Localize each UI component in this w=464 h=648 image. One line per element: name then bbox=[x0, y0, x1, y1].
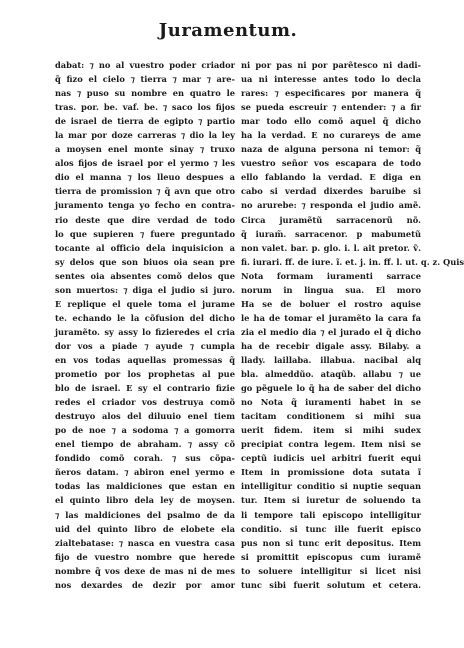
text-line: fondido comõ corah. ⁊ sus cõpa- bbox=[55, 453, 235, 464]
text-line: nas ⁊ puso su nombre en quatro le bbox=[55, 88, 235, 99]
text-line: sy delos que son biuos oia sean pre bbox=[55, 256, 235, 267]
text-line: ua ni interesse antes todo lo decla bbox=[241, 74, 421, 85]
text-line: lo que supieren ⁊ fuere preguntado bbox=[55, 228, 235, 239]
text-line: te. echando le la cõfusion del dicho bbox=[55, 312, 235, 323]
text-line: go pẽguele lo q̃ ha de saber del dicho bbox=[241, 383, 421, 394]
text-line: E replique el quele toma el jurame bbox=[55, 298, 235, 309]
text-line: to soluere intelligitur si licet nisi bbox=[241, 565, 421, 576]
text-line: a moysen enel monte sinay ⁊ truxo bbox=[55, 144, 235, 155]
text-line: en vos todas aquellas promessas q̃ bbox=[55, 354, 235, 365]
text-line: le ha de tomar el juramẽto la cara fa bbox=[241, 312, 421, 323]
text-line: todas las maldiciones que estan en bbox=[55, 481, 235, 492]
text-line: uerit fidem. item si mihi sudex bbox=[241, 425, 421, 436]
text-line: mar todo ello comõ aquel q̃ dicho bbox=[241, 116, 421, 127]
text-line: vuestro señor vos escapara de todo bbox=[241, 158, 421, 169]
text-line: zia el medio dia ⁊ el jurado el q̃ dicho bbox=[241, 326, 421, 337]
text-line: dabat: ⁊ no al vuestro poder criador bbox=[55, 60, 235, 70]
text-line: fijo de vuestro nombre que herede bbox=[55, 551, 235, 562]
text-line: tur. Item si iuretur de soluendo ta bbox=[241, 495, 421, 506]
text-line: ha la verdad. E no curareys de ame bbox=[241, 130, 421, 141]
text-line: ceptũ iudicis uel arbitri fuerit equi bbox=[241, 453, 421, 464]
text-line: tierra de promission ⁊ q̃ avn que otro bbox=[55, 186, 235, 197]
text-line: tunc sibi fuerit solutum et cetera. bbox=[241, 579, 421, 590]
text-line: q̃ iuram̃. sarracenor. p mabumetũ bbox=[241, 228, 421, 239]
text-line: precipiat contra legem. Item nisi se bbox=[241, 439, 421, 450]
text-line: Nota formam iuramenti sarrace bbox=[241, 270, 421, 281]
text-line: Ha se de boluer el rostro aquise bbox=[241, 298, 421, 309]
text-line: nombre q̃ vos dexe de mas ni de mes bbox=[55, 565, 235, 576]
text-line: nos dexardes de dezir por amor bbox=[55, 579, 235, 590]
text-line: de israel de tierra de egipto ⁊ partio bbox=[55, 116, 235, 127]
text-line: si promittit episcopus cum iuramẽ bbox=[241, 551, 421, 562]
page-title: Juramentum. bbox=[158, 20, 298, 41]
text-line: ñeros datam. ⁊ abiron enel yermo e bbox=[55, 467, 235, 478]
text-line: intelligitur conditio si nuptie sequan bbox=[241, 481, 421, 492]
text-line: naza de alguna persona ni temor: q̃ bbox=[241, 144, 421, 155]
text-line: tocante al officio dela inquisicion a bbox=[55, 242, 235, 253]
text-line: zialtebatase: ⁊ nasca en vuestra casa bbox=[55, 537, 235, 548]
text-line: ello fablando la verdad. E diga en bbox=[241, 172, 421, 183]
text-line: el quinto libro dela ley de moysen. bbox=[55, 495, 235, 506]
text-line: ni por pas ni por parẽtesco ni dadi- bbox=[241, 60, 421, 70]
text-line: no Nota q̃ iuramenti habet in se bbox=[241, 397, 421, 408]
text-line: se pueda escreuir ⁊ entender: ⁊ a fir bbox=[241, 102, 421, 113]
text-line: ⁊ las maldiciones del psalmo de da bbox=[55, 509, 235, 520]
text-line: tacitam conditionem si mihi sua bbox=[241, 411, 421, 422]
right-column bbox=[241, 58, 464, 592]
text-line: li tempore tali episcopo intelligitur bbox=[241, 509, 421, 520]
text-line: no arurebe: ⁊ responda el judio amẽ. bbox=[241, 200, 421, 211]
text-line: fi. iurari. ff. de iure. ĩ. et. j. in. ff. l. ut. q. z. Quis bbox=[241, 256, 464, 267]
text-line: alos fijos de israel por el yermo ⁊ les bbox=[55, 158, 235, 169]
text-line: Circa juramẽtũ sarracenorũ nõ. bbox=[241, 214, 421, 225]
text-line: son muertos: ⁊ diga el judio si juro. bbox=[55, 284, 235, 295]
text-line: q̃ fizo el cielo ⁊ tierra ⁊ mar ⁊ are- bbox=[55, 74, 235, 85]
text-line: norum in lingua sua. El moro bbox=[241, 284, 421, 295]
text-line: uid del quinto libro de elobete ela bbox=[55, 523, 235, 534]
text-line: redes el criador vos destruya comõ bbox=[55, 397, 235, 408]
text-line: blo de israel. E sy el contrario fizie bbox=[55, 383, 235, 394]
text-line: juramento tenga yo fecho en contra- bbox=[55, 200, 235, 211]
left-column bbox=[55, 58, 235, 592]
text-line: tras. por. be. vaf. be. ⁊ saco los fijos bbox=[55, 102, 235, 113]
text-line: non valet. bar. p. glo. i. l. ait pretor. ṽ. bbox=[241, 242, 421, 253]
text-line: rio deste que dire verdad de todo bbox=[55, 214, 235, 225]
text-line: enel tiempo de abraham. ⁊ assy cõ bbox=[55, 439, 235, 450]
text-line: dor vos a piade ⁊ ayude ⁊ cumpla bbox=[55, 340, 235, 351]
text-line: rares: ⁊ especificares por manera q̃ bbox=[241, 88, 421, 99]
text-line: ha de recebir digale assy. Bilaby. a bbox=[241, 340, 421, 351]
text-line: Item in promissione dota sutata ĩ bbox=[241, 467, 421, 478]
text-line: cabo si verdad dixerdes baruibe si bbox=[241, 186, 421, 197]
text-line: juramẽto. sy assy lo fizieredes el cria bbox=[55, 326, 235, 337]
text-line: pus non si tunc erit depositus. Item bbox=[241, 537, 421, 548]
text-line: la mar por doze carreras ⁊ dio la ley bbox=[55, 130, 235, 141]
text-line: po de noe ⁊ a sodoma ⁊ a gomorra bbox=[55, 425, 235, 436]
text-line: conditio. si tunc ille fuerit episco bbox=[241, 523, 421, 534]
text-line: destruyo alos del diluuio enel tiem bbox=[55, 411, 235, 422]
text-line: llady. laillaba. illabua. nacibal alq bbox=[241, 354, 421, 365]
text-line: bla. almeddũo. ataqũb. allabu ⁊ ue bbox=[241, 369, 421, 380]
text-line: dio el manna ⁊ los lleuo despues a bbox=[55, 172, 235, 183]
text-line: sentes oia absentes comõ delos que bbox=[55, 270, 235, 281]
text-line: prometio por los prophetas al pue bbox=[55, 369, 235, 380]
